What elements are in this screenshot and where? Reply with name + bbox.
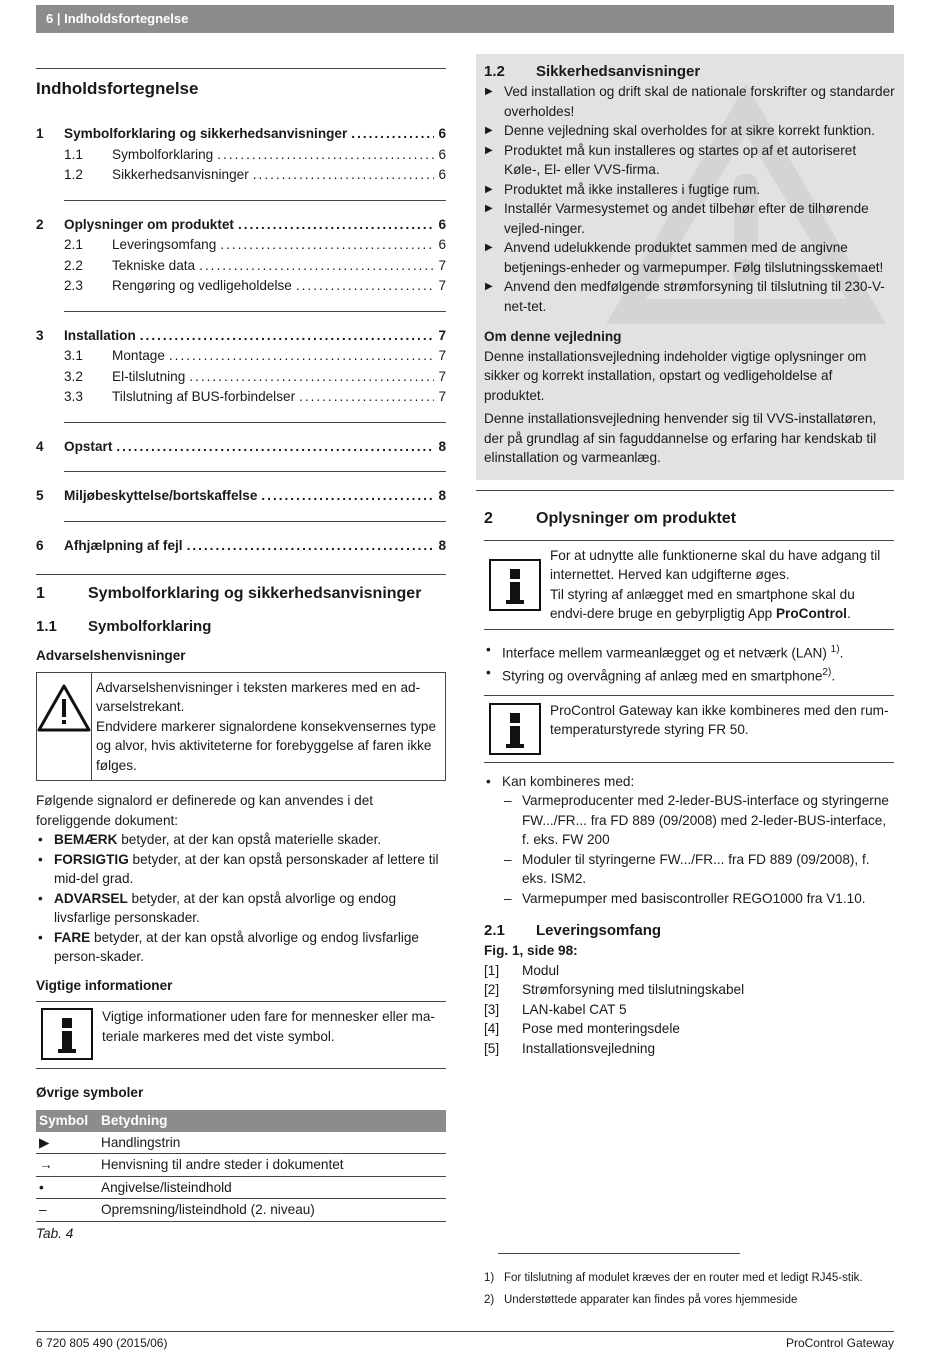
scope-item-number: [5]	[484, 1040, 500, 1056]
table-cell-meaning: Handlingstrin	[98, 1132, 446, 1154]
toc-subentry-text: El-tilslutning	[112, 368, 186, 384]
toc-leader-dots	[217, 145, 434, 165]
signal-word-item	[36, 889, 446, 928]
feature-text: Styring og overvågning af anlæg med en smartphone	[502, 668, 823, 684]
product-name: ProControl Gateway	[785, 1336, 894, 1350]
safety-instruction-item: ▶ Anvend den medfølgende strømforsyning til tilslutning til 230-V-net-tet.	[484, 277, 896, 316]
toc-subentry-page: 6	[438, 237, 446, 252]
toc-entry-text: Installation	[64, 327, 136, 343]
info-note	[36, 1001, 446, 1069]
footnote-text: For tilslutning af modulet kræves der en router med et ledigt RJ45-stik.	[504, 1272, 863, 1284]
footnote-number: 1)	[484, 1272, 495, 1284]
toc-entry-number: 4	[36, 438, 44, 454]
toc-subentry[interactable]	[36, 367, 446, 388]
about-label: Om denne vejledning	[484, 329, 622, 344]
signal-word-list	[36, 830, 446, 967]
toc-entry-text: Oplysninger om produktet	[64, 216, 234, 232]
warning-label: Advarselshenvisninger	[36, 648, 186, 663]
table-cell-symbol: →	[36, 1154, 98, 1177]
toc-subentry[interactable]	[36, 235, 446, 256]
scope-item-text: Strømforsyning med tilslutningskabel	[522, 982, 745, 998]
scope-item	[484, 1019, 894, 1039]
toc-subentry-page: 6	[438, 167, 446, 182]
toc-subentry-text: Sikkerhedsanvisninger	[112, 167, 249, 182]
footnote-text: Understøttede apparater kan findes på vores hjemmeside	[504, 1294, 798, 1306]
scope-item	[484, 980, 894, 1000]
table-row	[36, 1154, 446, 1177]
section-1-rule	[36, 574, 446, 575]
combine-item: – Moduler til styringerne FW.../FR... fra FD 889 (09/2008), f. eks. ISM2.	[502, 850, 894, 889]
fr50-note-text: ProControl Gateway kan ikke kombineres med den rum-temperaturstyrede styring FR 50.	[550, 702, 889, 738]
product-features-list	[484, 640, 894, 686]
toc-subentry[interactable]	[36, 256, 446, 277]
scope-item-number: [3]	[484, 1001, 500, 1017]
toc-subentry-page: 7	[438, 389, 446, 404]
signal-word-description: betyder, at der kan opstå alvorlige og endog livsfarlige personskader.	[54, 890, 397, 925]
toc-leader-dots	[116, 437, 434, 457]
table-header-meaning: Betydning	[98, 1110, 446, 1132]
symbols-table	[36, 1110, 446, 1222]
signal-word: FARE	[54, 929, 91, 945]
toc-subentry-page: 7	[438, 348, 446, 363]
figure-reference: Fig. 1, side 98:	[484, 943, 578, 959]
feature-end: .	[839, 645, 844, 661]
signal-word-description: betyder, at der kan opstå personskader af lettere til mid-del grad.	[54, 851, 439, 886]
toc-leader-dots	[189, 367, 434, 387]
toc-subentry-number: 2.3	[64, 278, 83, 293]
header-title: Indholdsfortegnelse	[64, 11, 189, 26]
toc-entry-text: Miljøbeskyttelse/bortskaffelse	[64, 488, 258, 503]
combine-item: – Varmeproducenter med 2-leder-BUS-interface og styringerne FW.../FR... fra FD 889 (09/2008) med 2-leder-BUS-interface, f. eks. FW 200	[502, 791, 894, 850]
section-2-rule	[476, 490, 894, 491]
scope-item-number: [4]	[484, 1021, 500, 1037]
footnote-rule	[498, 1253, 740, 1254]
signal-word-item	[36, 928, 446, 967]
warning-note-box	[36, 672, 446, 782]
safety-instructions-list	[484, 82, 896, 316]
toc-entry-number: 3	[36, 327, 44, 343]
toc-subentry-text: Leveringsomfang	[112, 237, 217, 252]
toc-subentry[interactable]	[36, 346, 446, 367]
toc-entry-page: 7	[438, 327, 446, 343]
signal-intro: Følgende signalord er definerede og kan anvendes i det foreliggende dokument:	[36, 793, 374, 828]
safety-instruction-item: ▶ Produktet må ikke installeres i fugtige rum.	[484, 180, 896, 200]
other-symbols-label: Øvrige symboler	[36, 1085, 144, 1100]
left-column	[36, 68, 446, 1243]
footnote-reference[interactable]: 1)	[830, 643, 840, 655]
toc-section	[36, 471, 446, 507]
toc-section	[36, 124, 446, 186]
toc-subentry-page: 7	[438, 368, 446, 384]
toc-entry-number: 1	[36, 126, 44, 141]
right-column	[476, 54, 904, 1058]
toc-subentry-page: 7	[438, 257, 446, 273]
toc-subentry-page: 6	[438, 146, 446, 162]
toc-subentry-text: Rengøring og vedligeholdelse	[112, 278, 292, 293]
section-2-1-heading: 2.1 Leveringsomfang	[484, 922, 662, 940]
info-icon	[484, 541, 546, 629]
table-cell-meaning: Henvisning til andre steder i dokumentet	[98, 1154, 446, 1177]
warning-note-text: Advarselshenvisninger i teksten markeres med en ad-varselstrekant. Endvidere markerer signalordene konsekvensernes type og alvor, hvis aktiviteterne for forebyggelse af faren ikke følges.	[96, 679, 437, 773]
toc-leader-dots	[261, 486, 434, 506]
scope-item-number: [1]	[484, 962, 500, 978]
toc-leader-dots	[220, 235, 434, 255]
scope-of-delivery-list	[476, 961, 894, 1059]
toc-entry[interactable]	[36, 437, 446, 458]
safety-instruction-item: ▶ Denne vejledning skal overholdes for at sikre korrekt funktion.	[484, 121, 896, 141]
table-row	[36, 1132, 446, 1154]
section-1-1-heading: 1.1 Symbolforklaring	[36, 618, 212, 635]
toc-entry-page: 8	[438, 438, 446, 454]
footnote	[484, 1270, 894, 1286]
toc-entry-page: 8	[438, 537, 446, 553]
toc-subentry-number: 3.1	[64, 348, 83, 363]
page-header	[36, 5, 894, 33]
toc-subentry-page: 7	[438, 278, 446, 293]
combine-item: – Varmepumper med basiscontroller REGO1000 fra V1.10.	[502, 889, 894, 909]
toc-title: Indholdsfortegnelse	[36, 79, 199, 98]
toc-leader-dots	[140, 326, 435, 346]
toc-subentry-number: 3.3	[64, 389, 83, 404]
table-cell-symbol: •	[36, 1176, 98, 1199]
toc-subentry-number: 1.1	[64, 146, 83, 162]
toc-entry[interactable]	[36, 486, 446, 507]
table-caption: Tab. 4	[36, 1225, 74, 1241]
toc-entry-number: 2	[36, 216, 44, 232]
signal-word: BEMÆRK	[54, 832, 118, 847]
toc-entry-page: 6	[438, 126, 446, 141]
warning-triangle-icon	[37, 673, 92, 781]
toc-entry-number: 5	[36, 488, 44, 503]
toc-leader-dots	[351, 124, 434, 144]
footnote	[484, 1292, 894, 1308]
info-note-text: Vigtige informationer uden fare for mennesker eller ma-teriale markeres med det viste symbol.	[102, 1009, 435, 1044]
section-2-heading: 2 Oplysninger om produktet	[484, 509, 737, 527]
safety-instruction-item: ▶ Installér Varmesystemet og andet tilbehør efter de tilhørende vejled-ninger.	[484, 199, 896, 238]
scope-item-number: [2]	[484, 982, 500, 998]
section-1-2-heading: 1.2 Sikkerhedsanvisninger	[484, 63, 701, 80]
toc-subentry-text: Montage	[112, 348, 165, 363]
feature-item	[484, 640, 894, 663]
table-header-symbol: Symbol	[36, 1110, 98, 1132]
table-of-contents	[36, 124, 446, 556]
signal-word-description: betyder, at der kan opstå materielle skader.	[117, 832, 382, 847]
internet-note-text: For at udnytte alle funktionerne skal du have adgang til internettet. Herved kan udgifterne øges. Til styring af anlægget med en smartphone skal du endvi-dere bruge en gebyrpligtig App ProControl.	[550, 547, 881, 621]
safety-instruction-item: ▶ Produktet må kun installeres og startes op af et autoriseret Køle-, El- eller VVS-firma.	[484, 141, 896, 180]
footnote-reference[interactable]: 2)	[822, 666, 832, 678]
toc-subentry[interactable]	[36, 387, 446, 408]
signal-word: ADVARSEL	[54, 890, 128, 906]
toc-entry[interactable]	[36, 326, 446, 347]
toc-leader-dots	[253, 165, 435, 185]
signal-word-description: betyder, at der kan opstå alvorlige og endog livsfarlige person-skader.	[54, 929, 419, 964]
scope-item-text: Pose med monteringsdele	[522, 1021, 680, 1037]
toc-section	[36, 521, 446, 557]
toc-leader-dots	[299, 387, 434, 407]
about-paragraph-2: Denne installationsvejledning henvender sig til VVS-installatøren, der på grundlag af sin faguddannelse og erfaring har kendskab til elinstallation og varmeanlæg.	[484, 411, 877, 465]
toc-entry[interactable]	[36, 124, 446, 145]
toc-entry[interactable]	[36, 215, 446, 236]
scope-item-text: Modul	[522, 962, 560, 978]
toc-section-rule	[64, 422, 446, 423]
combine-items	[502, 791, 894, 908]
info-label: Vigtige informationer	[36, 977, 173, 993]
toc-leader-dots	[187, 536, 435, 556]
safety-instruction-item: ▶ Anvend udelukkende produktet sammen med de angivne betjenings-enheder og varmepumper. Følg tilslutningsskemaet!	[484, 238, 896, 277]
safety-instruction-item: ▶ Ved installation og drift skal de nationale forskrifter og standarder overholdes!	[484, 82, 896, 121]
toc-subentry-text: Tekniske data	[112, 257, 196, 273]
scope-item-text: Installationsvejledning	[522, 1040, 656, 1056]
about-paragraph-1: Denne installationsvejledning indeholder vigtige oplysninger om sikker og korrekt installation, opstart og vedligeholdelse af produktet.	[484, 348, 867, 403]
toc-section-rule	[64, 521, 446, 522]
document-number: 6 720 805 490 (2015/06)	[36, 1336, 168, 1350]
toc-entry-text: Opstart	[64, 438, 113, 454]
toc-leader-dots	[238, 215, 435, 235]
footnotes	[484, 1270, 894, 1314]
info-icon	[484, 696, 546, 762]
toc-top-rule	[36, 68, 446, 69]
section-1-heading: 1 Symbolforklaring og sikkerhedsanvisninger	[36, 585, 422, 602]
table-cell-symbol: –	[36, 1199, 98, 1222]
toc-section-rule	[64, 200, 446, 201]
scope-item	[484, 1039, 894, 1059]
table-row	[36, 1176, 446, 1199]
toc-entry-page: 6	[438, 216, 446, 232]
toc-entry-text: Symbolforklaring og sikkerhedsanvisninger	[64, 126, 348, 141]
combine-label: • Kan kombineres med:	[484, 772, 894, 792]
toc-entry-page: 8	[438, 488, 446, 503]
toc-subentry[interactable]	[36, 165, 446, 186]
toc-section	[36, 422, 446, 458]
footnote-number: 2)	[484, 1294, 495, 1306]
toc-subentry-text: Tilslutning af BUS-forbindelser	[112, 389, 296, 404]
table-row	[36, 1199, 446, 1222]
toc-subentry-number: 1.2	[64, 167, 83, 182]
toc-subentry-text: Symbolforklaring	[112, 146, 214, 162]
toc-entry-text: Afhjælpning af fejl	[64, 537, 183, 553]
scope-item-text: LAN-kabel CAT 5	[522, 1001, 627, 1017]
table-cell-meaning: Opremsning/listeindhold (2. niveau)	[98, 1199, 446, 1222]
toc-section	[36, 311, 446, 408]
combine-list	[484, 772, 894, 792]
footer-rule	[36, 1331, 894, 1332]
signal-word: FORSIGTIG	[54, 851, 129, 867]
toc-entry-number: 6	[36, 537, 44, 553]
header-separator: |	[56, 11, 61, 26]
signal-word-item	[36, 830, 446, 850]
toc-subentry-number: 2.1	[64, 237, 83, 252]
toc-section-rule	[64, 471, 446, 472]
toc-section	[36, 200, 446, 297]
feature-text: Interface mellem varmeanlægget og et netværk (LAN)	[502, 645, 831, 661]
toc-subentry-number: 3.2	[64, 368, 83, 384]
toc-leader-dots	[169, 346, 435, 366]
fr50-note	[484, 695, 894, 763]
internet-note	[484, 540, 894, 630]
toc-subentry[interactable]	[36, 276, 446, 297]
signal-word-item	[36, 850, 446, 889]
toc-subentry-number: 2.2	[64, 257, 83, 273]
toc-subentry[interactable]	[36, 145, 446, 166]
table-cell-symbol: ▶	[36, 1132, 98, 1154]
toc-section-rule	[64, 311, 446, 312]
toc-entry[interactable]	[36, 536, 446, 557]
feature-end: .	[831, 668, 836, 684]
table-cell-meaning: Angivelse/listeindhold	[98, 1176, 446, 1199]
scope-item	[484, 961, 894, 981]
page-number: 6	[46, 11, 54, 26]
toc-leader-dots	[296, 276, 435, 296]
scope-item	[484, 1000, 894, 1020]
info-icon	[36, 1002, 98, 1068]
feature-item	[484, 663, 894, 686]
safety-box	[476, 54, 904, 480]
toc-leader-dots	[199, 256, 434, 276]
